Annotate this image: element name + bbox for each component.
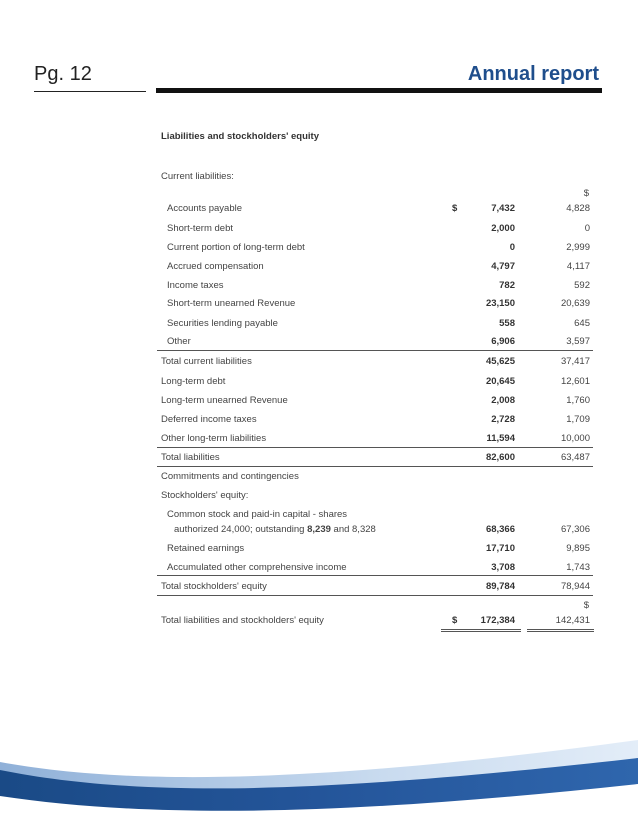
commitments-label: Commitments and contingencies	[161, 471, 299, 482]
total-prior-double-underline-1	[527, 629, 594, 630]
row-label: Short-term unearned Revenue	[167, 298, 296, 309]
total-current-double-underline-1	[441, 629, 521, 630]
table-row-accounts-payable	[157, 188, 593, 217]
row-label: Securities lending payable	[167, 318, 278, 329]
value-prior: 63,487	[560, 452, 590, 463]
value-prior: 20,639	[560, 298, 590, 309]
table-row-short-term-unearned-revenue	[157, 293, 593, 312]
table-row-current-portion-ltd	[157, 237, 593, 256]
current-liabilities-heading: Current liabilities:	[161, 171, 234, 182]
value-current: 782	[499, 280, 515, 291]
value-prior: 645	[574, 318, 590, 329]
table-row-total-liabilities	[157, 447, 593, 467]
value-prior: 592	[574, 280, 590, 291]
table-row-other-long-term-liabilities	[157, 428, 593, 448]
stockholders-equity-heading: Stockholders' equity:	[161, 490, 249, 501]
header-rule-right	[156, 88, 602, 93]
dollar-sign-prior: $	[583, 188, 589, 199]
outstanding-shares: 8,239	[307, 524, 331, 535]
value-prior: 10,000	[560, 433, 590, 444]
value-prior: 142,431	[555, 615, 590, 626]
value-prior: 0	[584, 223, 590, 234]
row-label: Short-term debt	[167, 223, 233, 234]
value-prior: 2,999	[566, 242, 590, 253]
table-row-total-current-liabilities	[157, 351, 593, 370]
table-row-long-term-debt	[157, 371, 593, 390]
table-row-long-term-unearned-revenue	[157, 390, 593, 409]
value-prior: 4,828	[566, 203, 590, 214]
row-label: Income taxes	[167, 280, 224, 291]
value-current: 2,008	[491, 395, 515, 406]
dollar-sign-prior: $	[583, 600, 589, 611]
value-current: 7,432	[491, 203, 515, 214]
row-label: Total liabilities	[161, 452, 220, 463]
value-current: 11,594	[486, 433, 515, 444]
dollar-sign: $	[452, 203, 458, 214]
table-row-total-liabilities-and-equity	[157, 600, 593, 629]
total-current-double-underline-2	[441, 631, 521, 632]
row-label: Deferred income taxes	[161, 414, 257, 425]
common-stock-text-prior: and 8,328	[330, 524, 376, 535]
row-label: Current portion of long-term debt	[167, 242, 305, 253]
value-prior: 67,306	[560, 524, 590, 535]
value-current: 89,784	[485, 581, 515, 592]
table-row-deferred-income-taxes	[157, 409, 593, 428]
table-row-income-taxes	[157, 275, 593, 294]
row-label: Accounts payable	[167, 203, 242, 214]
table-row-common-stock	[157, 519, 593, 538]
dollar-sign: $	[452, 615, 458, 626]
row-label: Long-term debt	[161, 376, 226, 387]
value-prior: 1,743	[566, 562, 590, 573]
value-current: 0	[509, 242, 515, 253]
value-current: 4,797	[491, 261, 515, 272]
value-prior: 3,597	[566, 336, 590, 347]
common-stock-label-line2	[174, 524, 376, 535]
value-current: 45,625	[485, 356, 515, 367]
table-row-other	[157, 331, 593, 351]
row-label: Accrued compensation	[167, 261, 264, 272]
table-row-total-stockholders-equity	[157, 576, 593, 596]
header-rule-left	[34, 91, 146, 92]
value-prior: 37,417	[560, 356, 590, 367]
value-prior: 1,709	[566, 414, 590, 425]
table-row-aoci	[157, 557, 593, 576]
row-label: Retained earnings	[167, 543, 245, 554]
value-current: 3,708	[491, 562, 515, 573]
value-current: 2,000	[491, 223, 515, 234]
footer-wave-graphic	[0, 740, 638, 826]
table-row-short-term-debt	[157, 218, 593, 237]
row-label: Total current liabilities	[161, 356, 252, 367]
table-row-securities-lending-payable	[157, 313, 593, 332]
row-label: Total liabilities and stockholders' equity	[161, 615, 324, 626]
value-prior: 12,601	[560, 376, 590, 387]
report-title: Annual report	[467, 63, 599, 85]
value-current: 17,710	[485, 543, 515, 554]
value-prior: 4,117	[566, 261, 590, 272]
total-prior-double-underline-2	[527, 631, 594, 632]
table-row-retained-earnings	[157, 538, 593, 557]
page-number: Pg. 12	[34, 63, 92, 85]
row-label: Total stockholders' equity	[161, 581, 267, 592]
table-row-accrued-compensation	[157, 256, 593, 275]
common-stock-text: authorized 24,000; outstanding	[174, 524, 308, 535]
value-current: 6,906	[491, 336, 515, 347]
value-current: 23,150	[485, 298, 515, 309]
value-prior: 9,895	[566, 543, 590, 554]
value-current: 68,366	[485, 524, 515, 535]
value-current: 82,600	[485, 452, 515, 463]
common-stock-label-line1: Common stock and paid-in capital - shares	[167, 509, 348, 520]
value-current: 20,645	[485, 376, 515, 387]
value-current: 2,728	[491, 414, 515, 425]
section-title: Liabilities and stockholders' equity	[161, 131, 319, 142]
row-label: Accumulated other comprehensive income	[167, 562, 347, 573]
value-prior: 1,760	[566, 395, 590, 406]
value-prior: 78,944	[560, 581, 590, 592]
row-label: Long-term unearned Revenue	[161, 395, 288, 406]
row-label: Other long-term liabilities	[161, 433, 267, 444]
value-current: 558	[499, 318, 515, 329]
value-current: 172,384	[480, 615, 515, 626]
row-label: Other	[167, 336, 191, 347]
